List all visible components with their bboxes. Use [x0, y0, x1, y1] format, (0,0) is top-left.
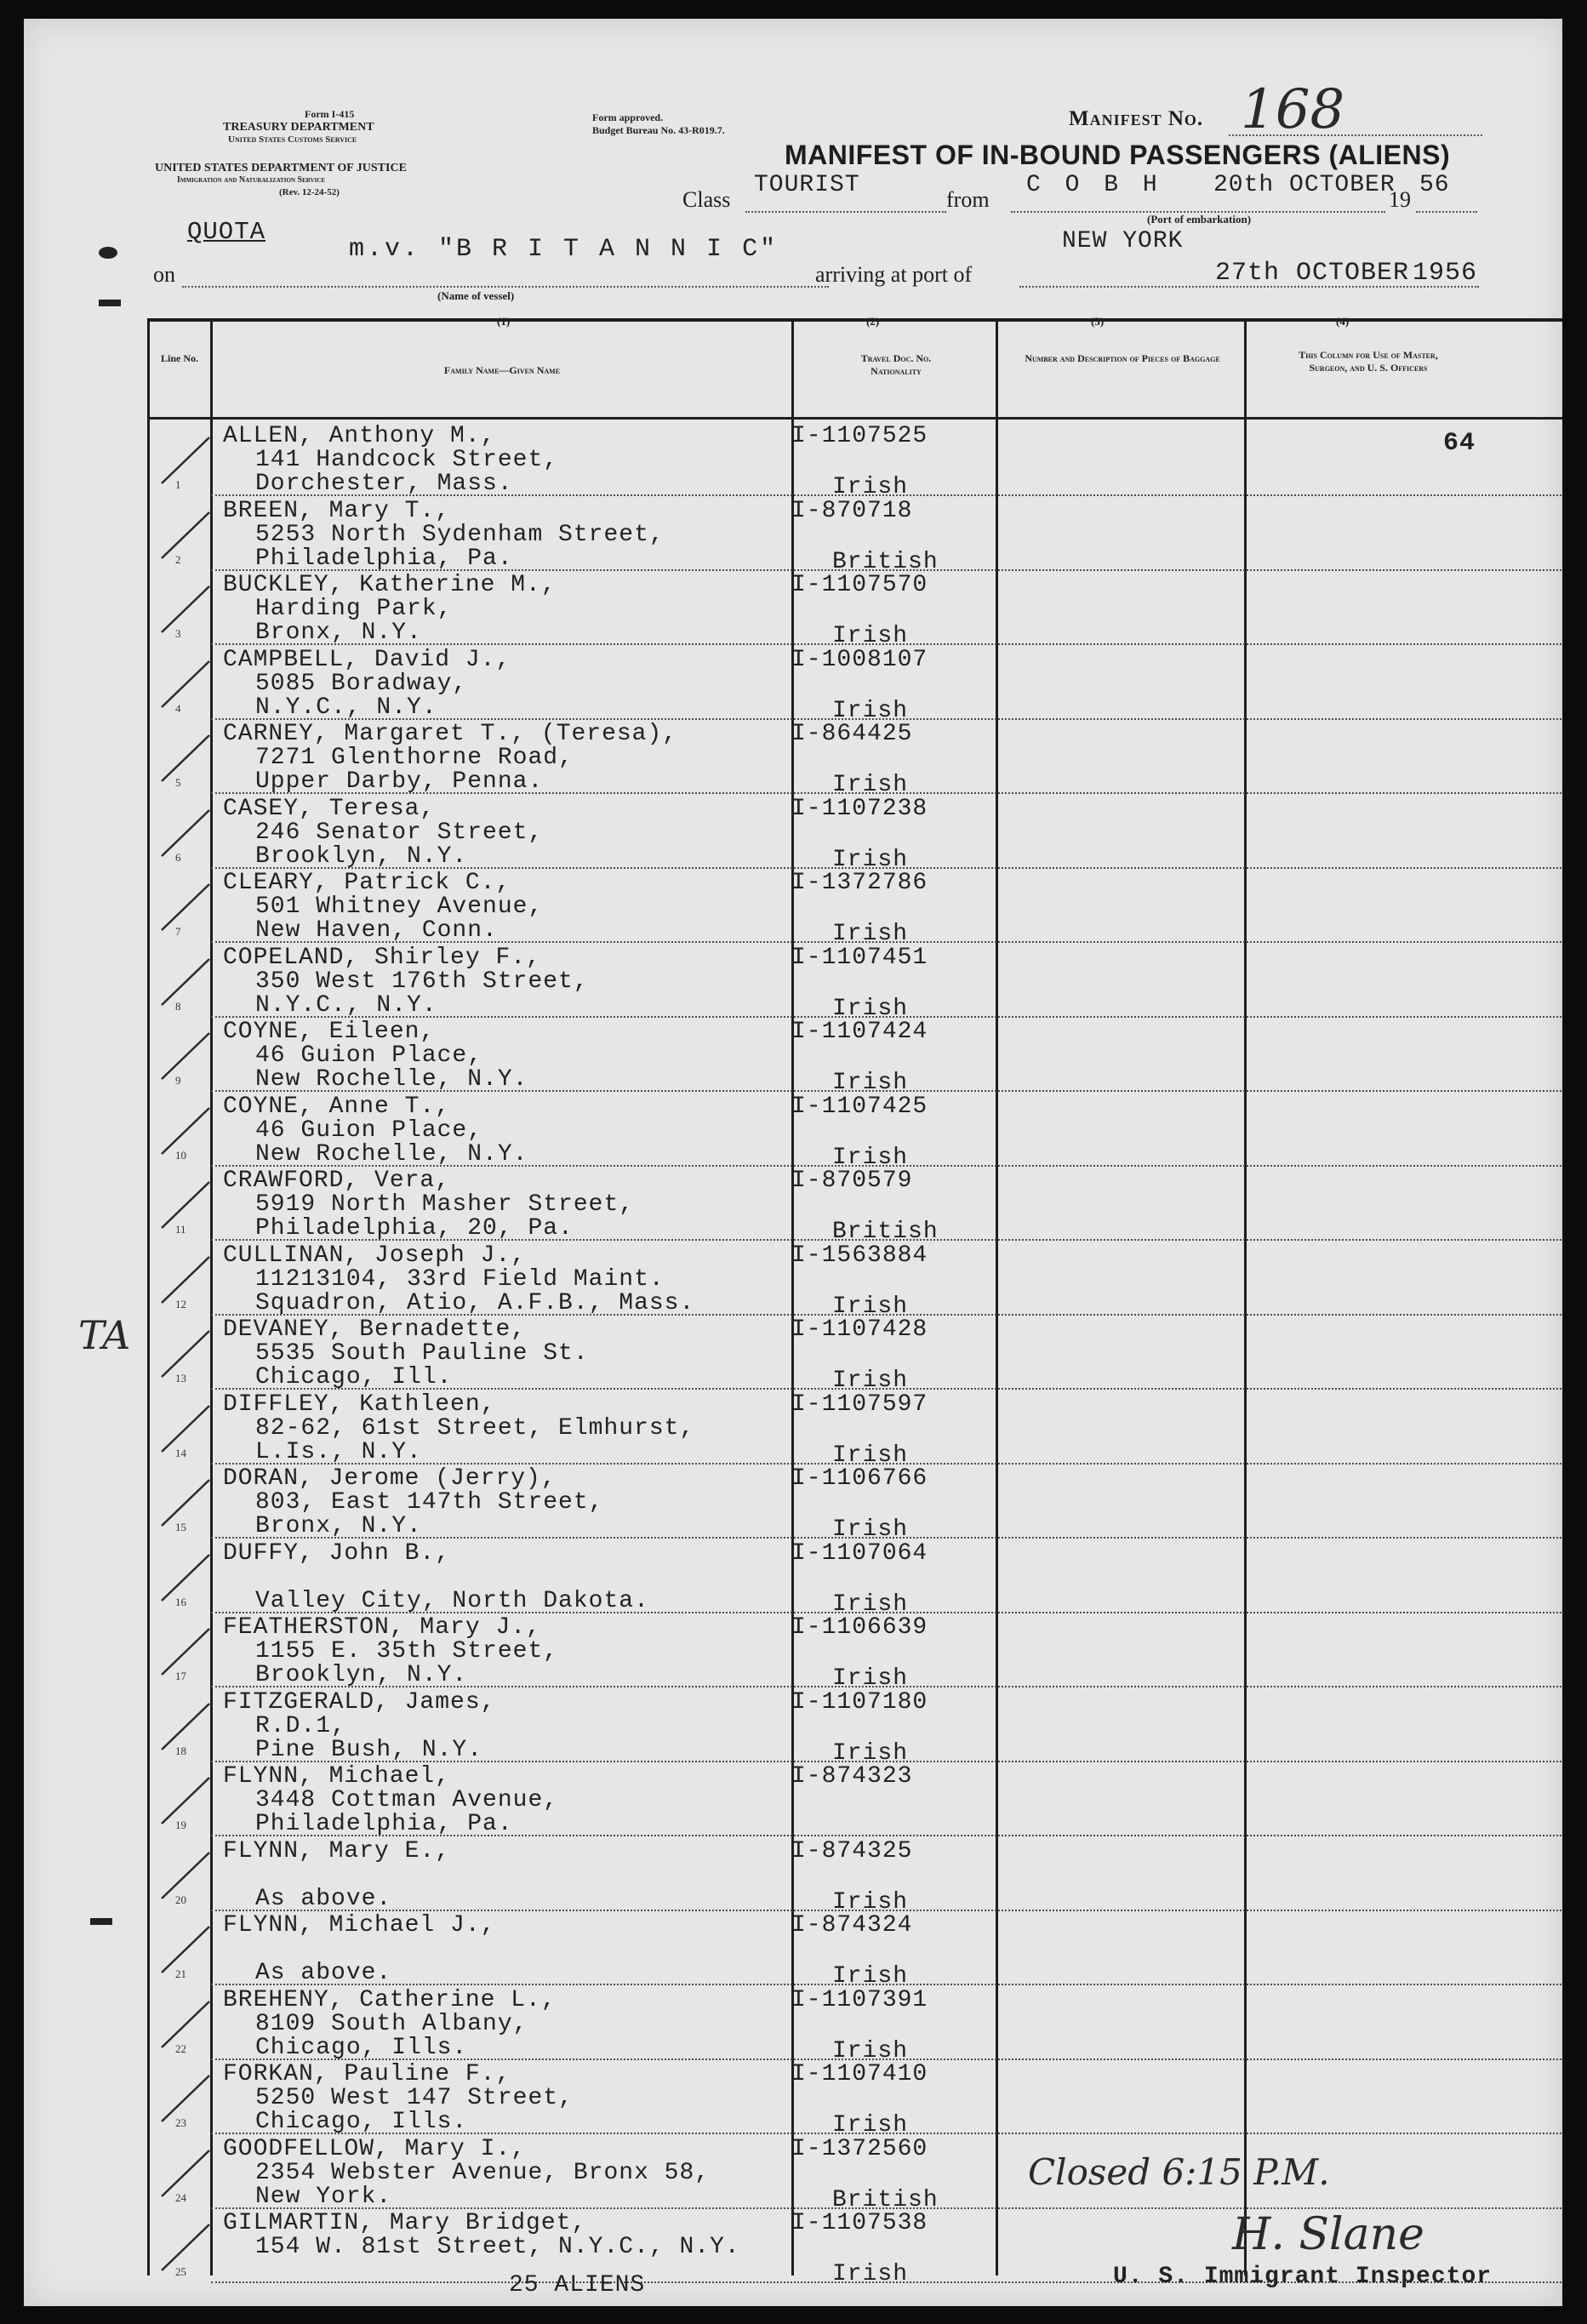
address-line-1: 82-62, 61st Street, Elmhurst,: [255, 1414, 695, 1442]
address-line-2: Bronx, N.Y.: [255, 1513, 422, 1539]
ink-mark: [90, 1918, 112, 1925]
line-number: 4: [175, 701, 181, 715]
travel-doc-number: I-1107391: [791, 1986, 928, 2013]
passenger-row: [24, 944, 1562, 1022]
arrival-date: 27th OCTOBER: [1215, 259, 1410, 288]
check-mark: [160, 2147, 211, 2198]
address-line-1: 8109 South Albany,: [255, 2010, 528, 2037]
address-line-1: 803, East 147th Street,: [255, 1489, 604, 1516]
class-value: TOURIST: [754, 172, 860, 198]
nationality: Irish: [832, 1442, 909, 1469]
passenger-name: BREHENY, Catherine L.,: [223, 1986, 557, 2013]
travel-doc-number: I-1107525: [791, 423, 928, 449]
check-mark: [160, 1998, 211, 2049]
ink-mark: [99, 300, 121, 306]
nationality: Irish: [832, 1070, 909, 1096]
check-mark: [160, 1179, 211, 1230]
check-mark: [160, 583, 211, 634]
passenger-row: [24, 2135, 1562, 2213]
check-mark: [160, 1700, 211, 1751]
check-mark: [160, 1030, 211, 1081]
address-line-2: Brooklyn, N.Y.: [255, 1662, 468, 1688]
nationality: Irish: [832, 772, 909, 798]
passenger-name: DIFFLEY, Kathleen,: [223, 1390, 496, 1418]
passenger-row: [24, 571, 1562, 649]
passenger-row: [24, 2060, 1562, 2138]
address-line-1: 141 Handcock Street,: [255, 447, 559, 473]
passenger-row: [24, 497, 1562, 575]
line-number: 22: [175, 2041, 186, 2055]
address-line-2: Squadron, Atio, A.F.B., Mass.: [255, 1289, 695, 1316]
passenger-name: FORKAN, Pauline F.,: [223, 2061, 511, 2087]
passenger-row: [24, 422, 1562, 500]
address-line-1: 46 Guion Place,: [255, 1116, 483, 1144]
address-line-2: As above.: [255, 1960, 392, 1986]
address-line-2: Chicago, Ills.: [255, 2109, 468, 2135]
passenger-row: [24, 1986, 1562, 2064]
passenger-name: COYNE, Anne T.,: [223, 1093, 451, 1120]
passenger-name: DEVANEY, Bernadette,: [223, 1316, 527, 1343]
travel-doc-number: I-1107238: [791, 795, 928, 822]
address-line-1: 46 Guion Place,: [255, 1042, 483, 1069]
passenger-row: [24, 795, 1562, 873]
form-number: Form I-415: [305, 108, 355, 120]
nationality: British: [832, 1219, 939, 1245]
travel-doc-number: I-1372560: [791, 2135, 928, 2162]
nationality: Irish: [832, 1963, 909, 1990]
travel-doc-number: I-1107538: [791, 2210, 928, 2236]
address-line-1: 5535 South Pauline St.: [255, 1340, 589, 1367]
passenger-row: [24, 1911, 1562, 1990]
address-line-2: N.Y.C., N.Y.: [255, 991, 437, 1019]
check-mark: [160, 434, 211, 485]
address-line-2: New Haven, Conn.: [255, 917, 498, 944]
check-mark: [160, 2072, 211, 2123]
inspector-title: U. S. Immigrant Inspector: [1113, 2264, 1493, 2290]
passenger-name: BREEN, Mary T.,: [223, 497, 451, 524]
address-line-1: 5250 West 147 Street,: [255, 2085, 574, 2111]
passenger-name: CARNEY, Margaret T., (Teresa),: [223, 721, 678, 747]
line-number: 12: [175, 1297, 186, 1310]
passenger-name: FLYNN, Michael J.,: [223, 1912, 496, 1939]
line-number: 23: [175, 2116, 186, 2129]
address-line-1: 5919 North Masher Street,: [255, 1191, 635, 1218]
vessel-name: m.v. "B R I T A N N I C": [349, 235, 779, 264]
officer-note: 64: [1443, 429, 1476, 458]
ins-service: Immigration and Naturalization Service: [177, 175, 326, 185]
passenger-row: [24, 1688, 1562, 1767]
line-number: 9: [175, 1074, 181, 1087]
passenger-name: DUFFY, John B.,: [223, 1539, 451, 1567]
margin-mark: TA: [78, 1312, 131, 1358]
address-line-2: Chicago, Ills.: [255, 2034, 468, 2061]
nationality: Irish: [832, 474, 909, 500]
address-line-2: Chicago, Ill.: [255, 1364, 453, 1390]
check-mark: [160, 1476, 211, 1527]
line-number: 13: [175, 1372, 186, 1385]
manifest-page: [24, 19, 1562, 2306]
address-line-1: 1155 E. 35th Street,: [255, 1638, 559, 1664]
travel-doc-number: I-870718: [791, 497, 913, 524]
line-number: 14: [175, 1446, 186, 1459]
passenger-name: GILMARTIN, Mary Bridget,: [223, 2210, 587, 2236]
check-mark: [160, 658, 211, 709]
check-mark: [160, 1105, 211, 1156]
travel-doc-number: I-870579: [791, 1168, 913, 1194]
passenger-name: FLYNN, Mary E.,: [223, 1837, 451, 1864]
address-line-2: New Rochelle, N.Y.: [255, 1066, 528, 1093]
nationality: Irish: [832, 995, 909, 1022]
passenger-row: [24, 1167, 1562, 1245]
year-prefix: 19: [1389, 187, 1411, 212]
passenger-name: FEATHERSTON, Mary J.,: [223, 1614, 541, 1641]
travel-doc-number: I-1107424: [791, 1019, 928, 1045]
travel-doc-number: I-1563884: [791, 1242, 928, 1269]
nationality: Irish: [832, 2112, 909, 2138]
check-mark: [160, 1625, 211, 1676]
nationality: Irish: [832, 1516, 909, 1543]
check-mark: [160, 2221, 211, 2272]
travel-doc-number: I-1372786: [791, 870, 928, 896]
travel-doc-number: I-1106639: [791, 1614, 928, 1641]
nationality: Irish: [832, 1368, 909, 1394]
nationality: Irish: [832, 1293, 909, 1320]
col-header-officers: This Column for Use of Master, Surgeon, and U. S. Officers: [1299, 349, 1438, 374]
travel-doc-number: I-874325: [791, 1837, 913, 1864]
travel-doc-number: I-1107180: [791, 1688, 928, 1716]
passenger-name: FLYNN, Michael,: [223, 1763, 451, 1790]
address-line-2: Philadelphia, Pa.: [255, 545, 513, 572]
address-line-2: Valley City, North Dakota.: [255, 1587, 649, 1614]
address-line-1: 5085 Boradway,: [255, 670, 468, 697]
nationality: Irish: [832, 1665, 909, 1692]
line-number: 25: [175, 2265, 186, 2278]
passenger-row: [24, 1390, 1562, 1469]
line-number: 6: [175, 850, 181, 864]
check-mark: [160, 1328, 211, 1379]
line-number: 1: [175, 478, 181, 491]
check-mark: [160, 1774, 211, 1825]
passenger-row: [24, 1613, 1562, 1692]
nationality: Irish: [832, 846, 909, 873]
address-line-2: As above.: [255, 1885, 392, 1912]
line-number: 24: [175, 2190, 186, 2204]
customs-service: United States Customs Service: [228, 134, 357, 145]
line-number: 7: [175, 925, 181, 938]
embarkation-caption: (Port of embarkation): [1147, 213, 1252, 226]
passenger-list: [24, 422, 1562, 2286]
line-number: 5: [175, 776, 181, 789]
address-line-2: Philadelphia, Pa.: [255, 1811, 513, 1837]
inspector-signature: H. Slane: [1232, 2209, 1424, 2260]
ink-mark: [99, 247, 117, 259]
manifest-number: 168: [1241, 78, 1345, 141]
line-number: 21: [175, 1967, 186, 1980]
address-line-1: Harding Park,: [255, 596, 453, 622]
travel-doc-number: I-1106766: [791, 1465, 928, 1492]
passenger-row: [24, 869, 1562, 947]
nationality: Irish: [832, 1739, 909, 1767]
class-label: Class: [682, 187, 731, 212]
passenger-row: [24, 646, 1562, 724]
address-line-2: N.Y.C., N.Y.: [255, 694, 437, 721]
check-mark: [160, 881, 211, 932]
passenger-name: CULLINAN, Joseph J.,: [223, 1242, 527, 1269]
address-line-1: 246 Senator Street,: [255, 819, 544, 846]
vessel-caption: (Name of vessel): [437, 289, 515, 302]
col-header-doc: Travel Doc. No. Nationality: [860, 352, 932, 377]
line-number: 16: [175, 1595, 186, 1608]
travel-doc-number: I-1107425: [791, 1093, 928, 1120]
passenger-name: CASEY, Teresa,: [223, 795, 436, 822]
check-mark: [160, 1551, 211, 1602]
address-line-2: Bronx, N.Y.: [255, 620, 422, 646]
line-number: 15: [175, 1521, 186, 1533]
travel-doc-number: I-874323: [791, 1763, 913, 1790]
passenger-name: CLEARY, Patrick C.,: [223, 870, 511, 896]
nationality: Irish: [832, 1888, 909, 1916]
address-line-1: 154 W. 81st Street, N.Y.C., N.Y.: [255, 2234, 740, 2260]
address-line-2: Pine Bush, N.Y.: [255, 1736, 483, 1763]
page-title: MANIFEST OF IN-BOUND PASSENGERS (ALIENS): [785, 140, 1451, 170]
address-line-2: New York.: [255, 2183, 392, 2210]
check-mark: [160, 1923, 211, 1974]
passenger-name: ALLEN, Anthony M.,: [223, 423, 496, 449]
closed-note: Closed 6:15 P.M.: [1028, 2151, 1330, 2193]
line-number: 10: [175, 1148, 186, 1162]
manifest-label: Manifest No.: [1069, 107, 1204, 130]
line-number: 20: [175, 1893, 186, 1906]
passenger-name: COYNE, Eileen,: [223, 1019, 436, 1045]
arrival-year: 1956: [1413, 259, 1478, 288]
check-mark: [160, 956, 211, 1007]
passenger-row: [24, 1093, 1562, 1171]
travel-doc-number: I-874324: [791, 1912, 913, 1939]
check-mark: [160, 509, 211, 560]
line-number: 2: [175, 552, 181, 566]
check-mark: [160, 1849, 211, 1900]
passenger-name: FITZGERALD, James,: [223, 1688, 496, 1716]
line-number: 18: [175, 1744, 186, 1757]
nationality: Irish: [832, 623, 909, 649]
passenger-row: [24, 1316, 1562, 1394]
address-line-2: Brooklyn, N.Y.: [255, 842, 468, 870]
line-number: 8: [175, 999, 181, 1013]
address-line-1: 5253 North Sydenham Street,: [255, 521, 665, 548]
nationality: Irish: [832, 1590, 909, 1618]
travel-doc-number: I-1107451: [791, 944, 928, 971]
from-port: C O B H: [1026, 172, 1162, 198]
travel-doc-number: I-1107597: [791, 1390, 928, 1418]
on-label: on: [153, 262, 175, 287]
passenger-row: [24, 1018, 1562, 1096]
arrival-port: NEW YORK: [1062, 228, 1184, 254]
travel-doc-number: I-1107064: [791, 1539, 928, 1567]
travel-doc-number: I-864425: [791, 721, 913, 747]
address-line-2: Philadelphia, 20, Pa.: [255, 1215, 574, 1242]
check-mark: [160, 732, 211, 783]
passenger-name: CAMPBELL, David J.,: [223, 646, 511, 673]
address-line-2: Dorchester, Mass.: [255, 471, 513, 497]
budget-bureau: Budget Bureau No. 43-R019.7.: [592, 124, 725, 136]
address-line-2: Upper Darby, Penna.: [255, 768, 544, 795]
total-aliens: 25 ALIENS: [509, 2272, 646, 2298]
passenger-name: DORAN, Jerome (Jerry),: [223, 1465, 557, 1492]
passenger-row: [24, 720, 1562, 798]
address-line-1: 11213104, 33rd Field Maint.: [255, 1265, 665, 1293]
passenger-row: [24, 1837, 1562, 1916]
nationality: Irish: [832, 2037, 909, 2064]
travel-doc-number: I-1107410: [791, 2061, 928, 2087]
treasury-dept: TREASURY DEPARTMENT: [223, 121, 374, 134]
passenger-row: [24, 1539, 1562, 1618]
address-line-1: 7271 Glenthorne Road,: [255, 745, 574, 771]
year-suffix: 56: [1419, 172, 1450, 198]
address-line-1: 3448 Cottman Avenue,: [255, 1787, 559, 1813]
line-number: 17: [175, 1670, 186, 1682]
check-mark: [160, 807, 211, 858]
passenger-row: [24, 1465, 1562, 1543]
nationality: Irish: [832, 2261, 909, 2287]
passenger-name: BUCKLEY, Katherine M.,: [223, 572, 557, 598]
address-line-1: 2354 Webster Avenue, Bronx 58,: [255, 2159, 711, 2186]
address-line-2: L.Is., N.Y.: [255, 1438, 422, 1465]
check-mark: [160, 1402, 211, 1453]
address-line-2: New Rochelle, N.Y.: [255, 1140, 528, 1168]
nationality: Irish: [832, 697, 909, 724]
col-header-name: Family Name—Given Name: [443, 364, 561, 376]
check-mark: [160, 1253, 211, 1305]
travel-doc-number: I-1107428: [791, 1316, 928, 1343]
form-approved: Form approved.: [592, 111, 664, 123]
passenger-row: [24, 1762, 1562, 1836]
quota-label: QUOTA: [187, 218, 266, 246]
passenger-row: [24, 1242, 1562, 1320]
line-number: 3: [175, 627, 181, 640]
nationality: Irish: [832, 1144, 909, 1171]
justice-dept: UNITED STATES DEPARTMENT OF JUSTICE: [155, 162, 407, 174]
from-label: from: [946, 187, 990, 212]
travel-doc-number: I-1107570: [791, 572, 928, 598]
address-line-1: 501 Whitney Avenue,: [255, 894, 544, 920]
passenger-name: CRAWFORD, Vera,: [223, 1168, 451, 1194]
nationality: Irish: [832, 921, 909, 947]
line-number: 11: [175, 1223, 186, 1236]
nationality: British: [832, 548, 939, 575]
address-line-1: 350 West 176th Street,: [255, 968, 589, 995]
travel-doc-number: I-1008107: [791, 646, 928, 673]
passenger-name: GOODFELLOW, Mary I.,: [223, 2135, 527, 2162]
col-header-baggage: Number and Description of Pieces of Baggage: [1025, 352, 1220, 364]
address-line-1: R.D.1,: [255, 1712, 346, 1739]
line-number: 19: [175, 1819, 186, 1831]
arriving-label: arriving at port of: [815, 262, 973, 287]
passenger-name: COPELAND, Shirley F.,: [223, 944, 541, 971]
col-header-line: Line No.: [160, 352, 198, 364]
nationality: British: [832, 2186, 939, 2213]
from-date: 20th OCTOBER: [1213, 172, 1396, 198]
revision: (Rev. 12-24-52): [279, 187, 340, 197]
